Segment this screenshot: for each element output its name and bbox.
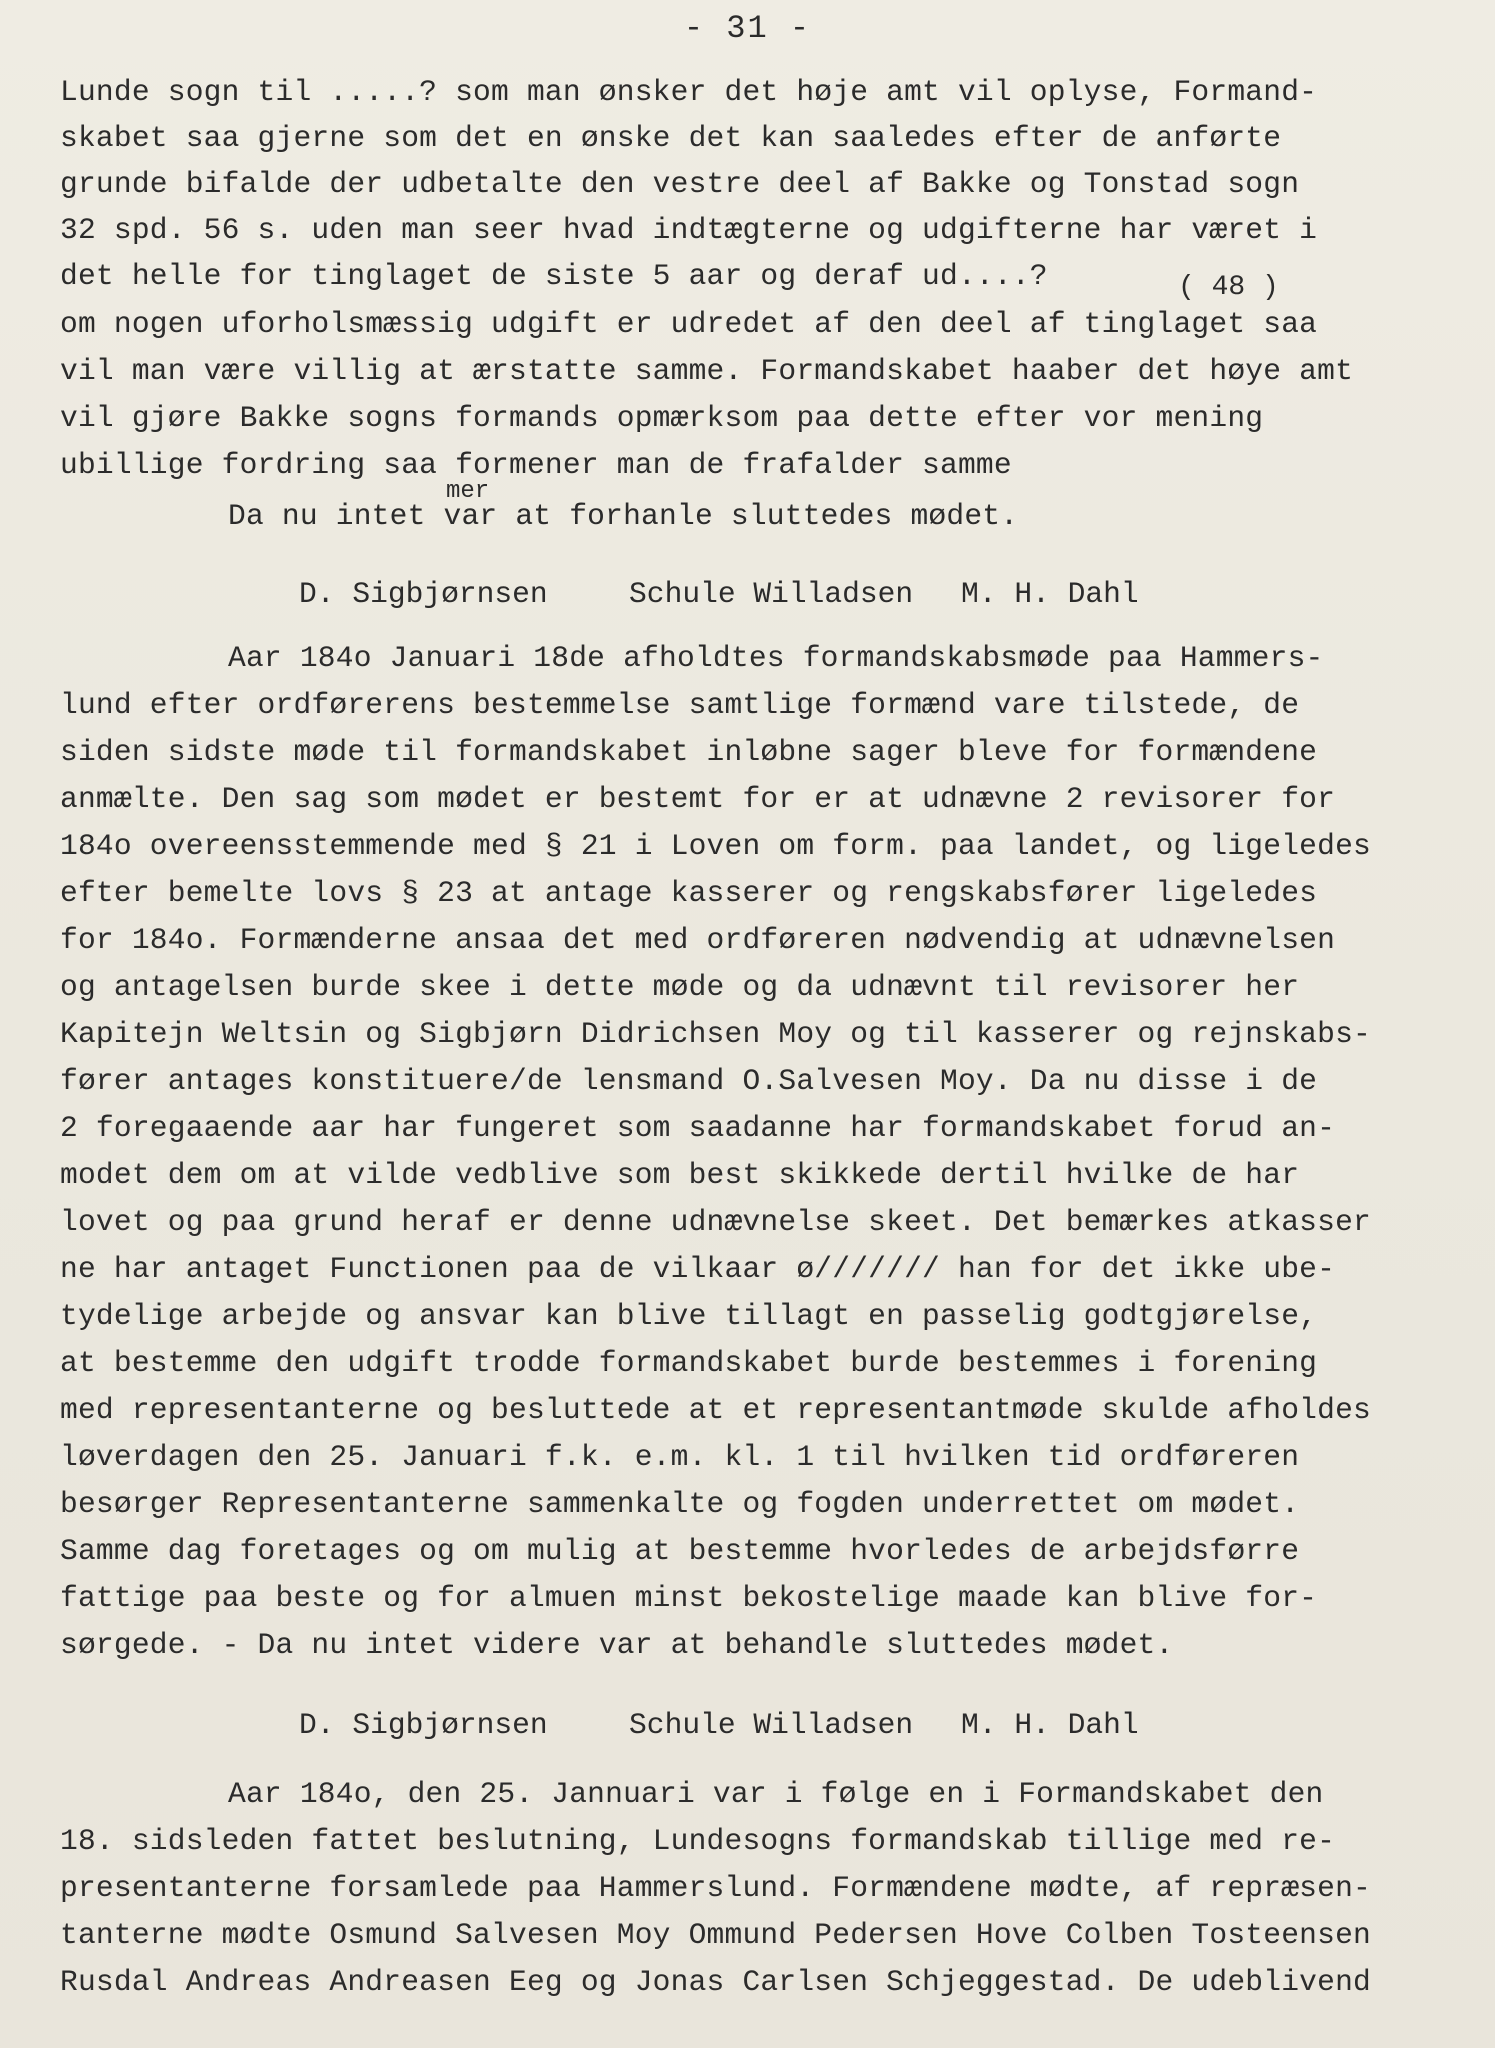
paragraph2-line: lund efter ordførerens bestemmelse samtlige formænd vare tilstede, de xyxy=(60,688,1300,722)
paragraph2-line: anmælte. Den sag som mødet er bestemt for er at udnævne 2 revisorer for xyxy=(60,782,1336,816)
paragraph1-line: om nogen uforholsmæssig udgift er udredet af den deel af tinglaget saa xyxy=(60,307,1318,341)
signature: Schule Willadsen xyxy=(629,1707,914,1742)
closing-line: Da nu intet var at forhanle sluttedes mødet. xyxy=(228,499,1019,533)
paragraph2-line: sørgede. - Da nu intet videre var at behandle sluttedes mødet. xyxy=(60,1628,1174,1662)
signature: M. H. Dahl xyxy=(961,1707,1139,1742)
signature: D. Sigbjørnsen xyxy=(299,1707,548,1742)
paragraph1-line: vil gjøre Bakke sogns formands opmærksom paa dette efter vor mening xyxy=(60,401,1264,435)
paragraph2-line: og antagelsen burde skee i dette møde og da udnævnt til revisorer her xyxy=(60,970,1300,1004)
paragraph1-line: skabet saa gjerne som det en ønske det kan saaledes efter de anførte xyxy=(60,121,1282,155)
paragraph3-line: tanterne mødte Osmund Salvesen Moy Ommund Pedersen Hove Colben Tosteensen xyxy=(60,1918,1372,1952)
paragraph1-line: det helle for tinglaget de siste 5 aar og deraf ud....? xyxy=(60,259,1048,293)
paragraph2-line: modet dem om at vilde vedblive som best skikkede dertil hvilke de har xyxy=(60,1158,1300,1192)
paragraph1-line: 32 spd. 56 s. uden man seer hvad indtægterne og udgifterne har været i xyxy=(60,213,1318,247)
interlinear-correction: mer xyxy=(446,478,490,505)
paragraph2-line: Samme dag foretages og om mulig at bestemme hvorledes de arbejdsførre xyxy=(60,1534,1300,1568)
paragraph2-line: efter bemelte lovs § 23 at antage kasserer og rengskabsfører ligeledes xyxy=(60,876,1318,910)
paragraph2-line: for 184o. Formænderne ansaa det med ordføreren nødvendig at udnævnelsen xyxy=(60,923,1336,957)
paragraph2-line: lovet og paa grund heraf er denne udnævnelse skeet. Det bemærkes atkasser xyxy=(60,1205,1372,1239)
margin-note: ( 48 ) xyxy=(1178,272,1279,303)
signature-row xyxy=(228,550,1139,639)
paragraph2-line: siden sidste møde til formandskabet inløbne sager bleve for formændene xyxy=(60,735,1318,769)
signature: M. H. Dahl xyxy=(961,576,1139,611)
page-number: - 31 - xyxy=(683,10,812,47)
paragraph2-line: tydelige arbejde og ansvar kan blive tillagt en passelig godtgjørelse, xyxy=(60,1299,1318,1333)
paragraph3-line: Rusdal Andreas Andreasen Eeg og Jonas Carlsen Schjeggestad. De udeblivend xyxy=(60,1965,1372,1999)
paragraph2-line: besørger Representanterne sammenkalte og fogden underrettet om mødet. xyxy=(60,1487,1300,1521)
paragraph1-line: vil man være villig at ærstatte samme. Formandskabet haaber det høye amt xyxy=(60,354,1354,388)
paragraph1-line: Lunde sogn til .....? som man ønsker det høje amt vil oplyse, Formand- xyxy=(60,75,1318,109)
signature: Schule Willadsen xyxy=(629,576,914,611)
signature-row xyxy=(228,1681,1139,1770)
paragraph2-line: fører antages konstituere/de lensmand O.Salvesen Moy. Da nu disse i de xyxy=(60,1064,1318,1098)
paragraph1-line: grunde bifalde der udbetalte den vestre deel af Bakke og Tonstad sogn xyxy=(60,167,1300,201)
paragraph2-line: 2 foregaaende aar har fungeret som saadanne har formandskabet forud an- xyxy=(60,1111,1336,1145)
paragraph3-line: Aar 184o, den 25. Jannuari var i følge en i Formandskabet den xyxy=(228,1777,1324,1811)
paragraph2-line: Aar 184o Januari 18de afholdtes formandskabsmøde paa Hammers- xyxy=(228,641,1324,675)
paragraph3-line: presentanterne forsamlede paa Hammerslund. Formændene mødte, af repræsen- xyxy=(60,1871,1372,1905)
paragraph2-line: løverdagen den 25. Januari f.k. e.m. kl. 1 til hvilken tid ordføreren xyxy=(60,1440,1300,1474)
paragraph2-line: fattige paa beste og for almuen minst bekostelige maade kan blive for- xyxy=(60,1581,1318,1615)
paragraph2-line: Kapitejn Weltsin og Sigbjørn Didrichsen Moy og til kasserer og rejnskabs- xyxy=(60,1017,1372,1051)
signature: D. Sigbjørnsen xyxy=(299,576,548,611)
paragraph2-line: 184o overeensstemmende med § 21 i Loven om form. paa landet, og ligeledes xyxy=(60,829,1372,863)
paragraph2-line: at bestemme den udgift trodde formandskabet burde bestemmes i forening xyxy=(60,1346,1318,1380)
paragraph2-line: ne har antaget Functionen paa de vilkaar ø/////// han for det ikke ube- xyxy=(60,1252,1336,1286)
paragraph3-line: 18. sidsleden fattet beslutning, Lundesogns formandskab tillige med re- xyxy=(60,1824,1336,1858)
paragraph2-line: med representanterne og besluttede at et representantmøde skulde afholdes xyxy=(60,1393,1372,1427)
paragraph1-line: ubillige fordring saa formener man de frafalder samme xyxy=(60,448,1012,482)
